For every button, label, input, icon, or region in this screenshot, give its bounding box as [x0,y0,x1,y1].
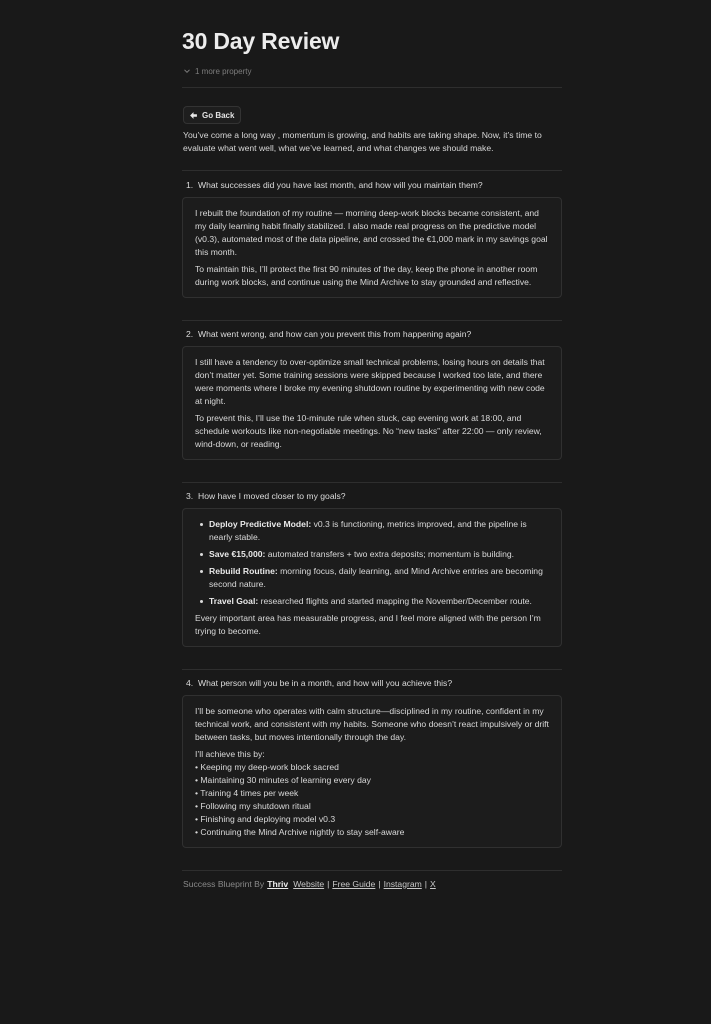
goal-label: Save €15,000: [209,548,266,559]
answer-list-title: I’ll achieve this by: [195,748,265,759]
more-properties-toggle[interactable] [182,64,562,78]
go-back-label: Go Back [202,110,235,120]
question-section-2 [182,327,562,460]
more-properties-label: 1 more property [195,66,252,76]
list-item: • Following my shutdown ritual [195,800,311,811]
answer-paragraph: I’ll be someone who operates with calm structure—disciplined in my routine, confident in my technical work, and consistent with my habits. Someone who doesn’t react impulsively or drift between tasks, but moves intentionally through the day. [195,705,549,742]
action-list [195,761,549,839]
instagram-link[interactable]: Instagram [383,878,422,889]
question-heading [186,676,562,690]
question-heading [186,327,562,341]
goal-text: v0.3 is functioning, metrics improved, and the pipeline is nearly stable. [209,518,527,542]
question-text: What successes did you have last month, and how will you maintain them? [198,179,483,190]
page [182,0,562,891]
divider [182,170,562,171]
answer-paragraph: Every important area has measurable progress, and I feel more aligned with the person I’m trying to become. [195,612,541,636]
answer-paragraph: To prevent this, I’ll use the 10-minute rule when stuck, cap evening work at 18:00, and schedule workouts like non-negotiable meetings. No “new tasks” after 22:00 — only review, wind-down, or reading. [195,412,542,449]
question-section-4 [182,676,562,848]
go-back-button[interactable] [183,106,241,124]
question-heading [186,178,562,192]
question-number: 1. [186,179,194,190]
footer-separator: | [378,878,381,889]
goal-text: automated transfers + two extra deposits; momentum is building. [265,548,515,559]
divider [182,320,562,321]
website-link[interactable]: Website [293,878,325,889]
footer-separator: | [424,878,428,889]
chevron-down-icon [182,66,192,76]
divider [182,87,562,88]
goal-label: Rebuild Routine: [209,565,278,576]
list-item: • Keeping my deep-work block sacred [195,761,339,772]
list-item: • Maintaining 30 minutes of learning every day [195,774,371,785]
answer-paragraph: To maintain this, I’ll protect the first 90 minutes of the day, keep the phone in another room during work blocks, and continue using the Mind Archive to stay grounded and reflective. [195,263,538,287]
footer-prefix: Success Blueprint By [183,878,265,889]
intro-text: You’ve come a long way , momentum is growing, and habits are taking shape. Now, it’s time to evaluate what went well, what we’ve learned, and what changes we should make. [183,129,542,153]
goal-text: researched flights and started mapping the November/December route. [258,595,532,606]
footer [183,877,562,891]
goal-label: Deploy Predictive Model: [209,518,312,529]
answer-box[interactable] [182,695,562,848]
question-section-3 [182,489,562,647]
divider [182,482,562,483]
question-text: What person will you be in a month, and how will you achieve this? [198,677,453,688]
brand-link[interactable]: Thriv [267,878,289,889]
answer-box[interactable] [182,197,562,298]
question-section-1 [182,178,562,298]
goal-text: morning focus, daily learning, and Mind Archive entries are becoming second nature. [209,565,543,589]
list-item [209,595,549,608]
list-item [209,548,549,561]
free-guide-link[interactable]: Free Guide [332,878,376,889]
divider [182,870,562,871]
question-number: 2. [186,328,194,339]
goal-progress-list [195,518,549,608]
question-text: What went wrong, and how can you prevent this from happening again? [198,328,472,339]
answer-paragraph: I rebuilt the foundation of my routine — morning deep-work blocks became consistent, and my daily learning habit finally stabilized. I also made real progress on the predictive model (v0.3), automated most of the data pipeline, and crossed the €1,000 mark in my savings goal this month. [195,207,548,257]
footer-separator: | [327,878,330,889]
page-title: 30 Day Review [182,28,340,54]
goal-label: Travel Goal: [209,595,259,606]
divider [182,669,562,670]
question-number: 4. [186,677,194,688]
list-item: • Finishing and deploying model v0.3 [195,813,336,824]
question-number: 3. [186,490,194,501]
answer-box[interactable] [182,508,562,647]
list-item: • Continuing the Mind Archive nightly to stay self-aware [195,826,405,837]
answer-paragraph: I still have a tendency to over-optimize small technical problems, losing hours on details that don’t matter yet. Some training sessions were skipped because I worked too late, and there were moments where I broke my evening shutdown routine by experimenting with new code at night. [195,356,545,406]
list-item [209,565,549,591]
x-link[interactable]: X [430,878,436,889]
answer-box[interactable] [182,346,562,460]
arrow-left-icon [189,111,198,120]
question-heading [186,489,562,503]
list-item [209,518,549,544]
list-item: • Training 4 times per week [195,787,299,798]
question-text: How have I moved closer to my goals? [198,490,346,501]
